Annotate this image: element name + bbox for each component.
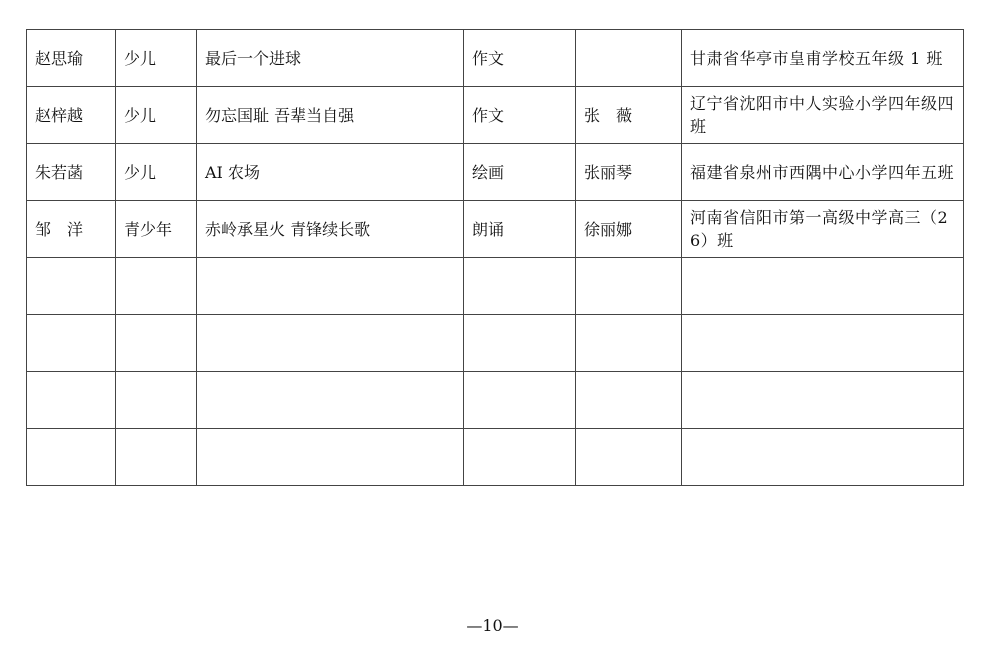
age-group-cell: 少儿 (116, 87, 197, 144)
table-row (27, 30, 964, 87)
table-row (27, 87, 964, 144)
work-title-cell (197, 258, 464, 315)
student-name-cell (27, 372, 116, 429)
work-title-cell: 勿忘国耻 吾辈当自强 (197, 87, 464, 144)
school-class-cell: 福建省泉州市西隅中心小学四年五班 (682, 144, 964, 201)
table-row (27, 372, 964, 429)
teacher-cell (576, 372, 682, 429)
age-group-cell (116, 315, 197, 372)
table-row (27, 258, 964, 315)
work-title-cell (197, 429, 464, 486)
school-class-cell: 辽宁省沈阳市中人实验小学四年级四班 (682, 87, 964, 144)
student-name-cell: 邹 洋 (27, 201, 116, 258)
age-group-cell: 青少年 (116, 201, 197, 258)
student-name-cell (27, 429, 116, 486)
teacher-cell (576, 429, 682, 486)
category-cell (464, 315, 576, 372)
student-name-cell: 赵思瑜 (27, 30, 116, 87)
school-class-cell (682, 429, 964, 486)
entries-table (26, 29, 964, 486)
page-number: —10— (466, 616, 519, 635)
teacher-cell: 张 薇 (576, 87, 682, 144)
category-cell: 朗诵 (464, 201, 576, 258)
school-class-cell: 甘肃省华亭市皇甫学校五年级 1 班 (682, 30, 964, 87)
teacher-cell (576, 315, 682, 372)
table-row (27, 201, 964, 258)
teacher-cell (576, 30, 682, 87)
age-group-cell (116, 372, 197, 429)
category-cell: 作文 (464, 30, 576, 87)
teacher-cell: 徐丽娜 (576, 201, 682, 258)
student-name-cell (27, 315, 116, 372)
category-cell (464, 372, 576, 429)
category-cell: 作文 (464, 87, 576, 144)
school-class-cell (682, 258, 964, 315)
table-row (27, 315, 964, 372)
teacher-cell (576, 258, 682, 315)
work-title-cell: 最后一个进球 (197, 30, 464, 87)
category-cell (464, 429, 576, 486)
table-row (27, 429, 964, 486)
age-group-cell: 少儿 (116, 30, 197, 87)
age-group-cell: 少儿 (116, 144, 197, 201)
teacher-cell: 张丽琴 (576, 144, 682, 201)
age-group-cell (116, 258, 197, 315)
student-name-cell: 朱若菡 (27, 144, 116, 201)
work-title-cell: AI 农场 (197, 144, 464, 201)
student-name-cell (27, 258, 116, 315)
category-cell (464, 258, 576, 315)
table-row (27, 144, 964, 201)
entries-table-body (27, 30, 964, 486)
work-title-cell (197, 315, 464, 372)
age-group-cell (116, 429, 197, 486)
school-class-cell (682, 315, 964, 372)
school-class-cell (682, 372, 964, 429)
category-cell: 绘画 (464, 144, 576, 201)
school-class-cell: 河南省信阳市第一高级中学高三（26）班 (682, 201, 964, 258)
work-title-cell: 赤岭承星火 青锋续长歌 (197, 201, 464, 258)
student-name-cell: 赵梓越 (27, 87, 116, 144)
work-title-cell (197, 372, 464, 429)
